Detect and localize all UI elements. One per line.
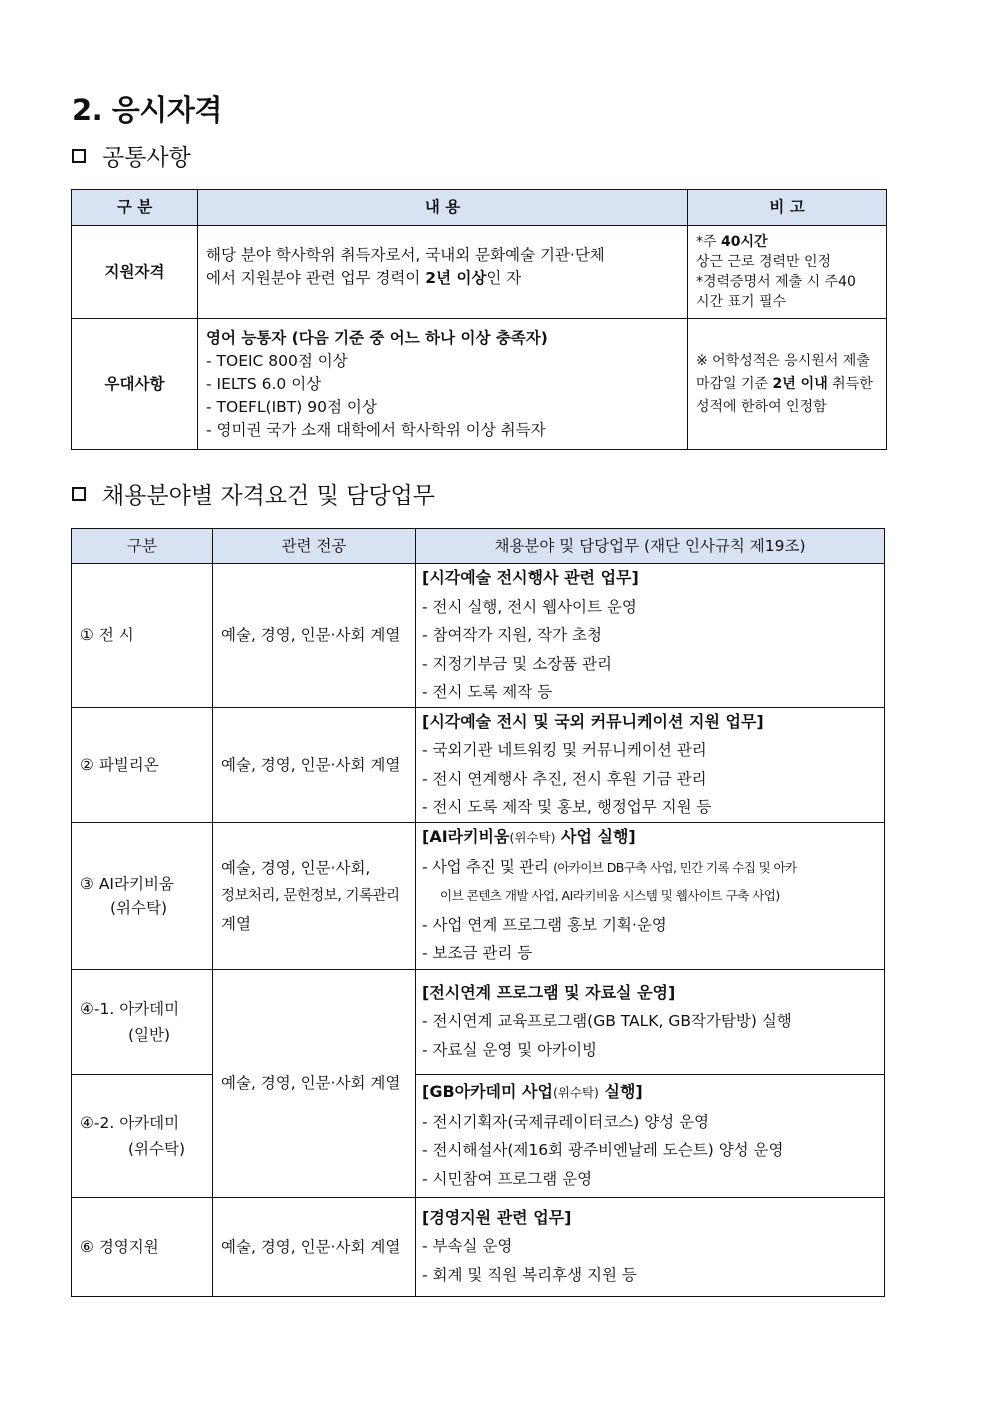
emphasis: 2년 이내 <box>772 375 828 392</box>
table-row-academy-general <box>72 969 885 1074</box>
row-content <box>198 226 688 319</box>
duty-item: - 시민참여 프로그램 운영 <box>422 1169 593 1188</box>
category-line: ③ AI라키비움 <box>80 874 174 893</box>
major-line: 예술, 경영, 인문·사회, <box>221 858 371 877</box>
content-item: - IELTS 6.0 이상 <box>206 374 322 393</box>
section-title: 공통사항 <box>102 145 191 171</box>
text: 에서 지원분야 관련 업무 경력이 <box>206 269 426 287</box>
category-cell: ① 전 시 <box>72 564 213 708</box>
content-item: - TOEFL(IBT) 90점 이상 <box>206 397 377 416</box>
emphasis: 40시간 <box>720 234 768 250</box>
text: (위수탁) <box>552 1085 599 1100</box>
text: 실행] <box>598 1082 643 1101</box>
table-row-exhibition <box>72 564 885 708</box>
row-note <box>688 226 887 319</box>
major-cell: 예술, 경영, 인문·사회 계열 <box>213 564 416 708</box>
duty-item: - 지정기부금 및 소장품 관리 <box>422 654 613 673</box>
major-line: 정보처리, 문헌정보, 기록관리 <box>221 887 400 904</box>
note-line: 상근 근로 경력만 인정 <box>696 254 832 270</box>
table-row-ai-larchiveum <box>72 822 885 969</box>
category-line: ④-2. 아카데미 <box>80 1113 180 1132</box>
table-row-preference <box>72 319 887 450</box>
text: 인 자 <box>486 269 522 287</box>
duties-cell <box>416 1074 885 1197</box>
table-header-row <box>72 190 887 226</box>
duty-item-continuation: 이브 콘텐츠 개발 사업, AI라키비움 시스템 및 웹사이트 구축 사업) <box>440 888 780 904</box>
duty-item: - 전시해설사(제16회 광주비엔날레 도슨트) 양성 운영 <box>422 1141 784 1159</box>
note-line <box>696 232 878 252</box>
content-item: - TOEIC 800점 이상 <box>206 351 348 370</box>
section-heading-positions <box>72 477 435 510</box>
duties-cell <box>416 1197 885 1296</box>
content-heading: 영어 능통자 (다음 기준 중 어느 하나 이상 충족자) <box>206 328 548 347</box>
duty-item: - 전시연계 교육프로그램(GB TALK, GB작가탐방) 실행 <box>422 1012 792 1031</box>
text: *주 <box>696 234 721 250</box>
major-cell: 예술, 경영, 인문·사회 계열 <box>213 969 416 1197</box>
duty-title: [경영지원 관련 업무] <box>422 1207 572 1227</box>
text: (위수탁) <box>509 830 556 846</box>
duties-cell <box>416 707 885 822</box>
checkbox-square-icon <box>72 149 86 163</box>
text: 마감일 기준 <box>696 375 773 392</box>
row-content <box>198 319 688 450</box>
text: 취득한 <box>827 375 873 392</box>
section-heading-common <box>72 139 191 172</box>
duty-item: - 참여작가 지원, 작가 초청 <box>422 626 602 644</box>
major-cell: 예술, 경영, 인문·사회 계열 <box>213 1197 416 1296</box>
duties-cell <box>416 969 885 1074</box>
text: - 사업 추진 및 관리 <box>422 857 554 876</box>
emphasis: 2년 이상 <box>425 269 487 287</box>
text: [GB아카데미 사업 <box>422 1082 553 1101</box>
major-line: 계열 <box>221 914 251 933</box>
row-note <box>688 319 887 450</box>
header-duties-note: (재단 인사규칙 제19조) <box>639 536 806 555</box>
duty-item: - 국외기관 네트워킹 및 커뮤니케이션 관리 <box>422 741 707 759</box>
duty-item: - 회계 및 직원 복리후생 지원 등 <box>422 1265 637 1284</box>
content-item: - 영미권 국가 소재 대학에서 학사학위 이상 취득자 <box>206 420 546 439</box>
note-line: 시간 표기 필수 <box>696 294 787 310</box>
category-cell <box>72 969 213 1074</box>
header-content: 내 용 <box>198 190 688 226</box>
page-title: 2. 응시자격 <box>72 93 222 127</box>
text: 해당 분야 학사학위 취득자로서, 국내외 문화예술 기관·단체 <box>206 246 605 264</box>
category-cell: ② 파빌리온 <box>72 707 213 822</box>
duty-title <box>422 1078 878 1108</box>
text: [AI라키비움 <box>422 827 510 847</box>
text: (아카이브 DB구축 사업, 민간 기록 수집 및 아카 <box>553 859 797 875</box>
category-line: (위수탁) <box>110 898 168 917</box>
category-cell: ⑥ 경영지원 <box>72 1197 213 1296</box>
table-row-eligibility <box>72 226 887 319</box>
major-cell: 예술, 경영, 인문·사회 계열 <box>213 707 416 822</box>
table-row-academy-consigned <box>72 1074 885 1197</box>
duty-item: - 전시 도록 제작 및 홍보, 행정업무 지원 등 <box>422 798 712 816</box>
note-line: 성적에 한하여 인정함 <box>696 398 827 415</box>
note-line: ※ 어학성적은 응시원서 제출 <box>696 352 870 369</box>
table-row-pavilion <box>72 707 885 822</box>
content-line <box>206 267 679 290</box>
duty-title <box>422 823 878 853</box>
duty-item: - 사업 연계 프로그램 홍보 기획·운영 <box>422 915 667 934</box>
duty-item: - 자료실 운영 및 아카이빙 <box>422 1040 598 1059</box>
table-header-row <box>72 529 885 564</box>
category-cell <box>72 1074 213 1197</box>
positions-table <box>71 528 885 1297</box>
duty-item: - 보조금 관리 등 <box>422 944 533 963</box>
duties-cell <box>416 564 885 708</box>
duty-item: - 전시 도록 제작 등 <box>422 683 553 701</box>
header-major: 관련 전공 <box>213 529 416 564</box>
duties-cell <box>416 822 885 969</box>
common-requirements-table <box>71 189 887 450</box>
header-category: 구분 <box>72 529 213 564</box>
section-title: 채용분야별 자격요건 및 담당업무 <box>102 483 435 509</box>
category-line: ④-1. 아카데미 <box>80 999 180 1018</box>
header-note: 비 고 <box>688 190 887 226</box>
header-category: 구 분 <box>72 190 198 226</box>
category-line: (일반) <box>128 1025 171 1044</box>
content-line <box>206 244 679 267</box>
table-row-management-support <box>72 1197 885 1296</box>
note-line <box>696 373 878 396</box>
major-cell <box>213 822 416 969</box>
row-label: 지원자격 <box>72 226 198 319</box>
text: 사업 실행] <box>555 827 636 847</box>
header-duties-label: 채용분야 및 담당업무 <box>494 536 640 555</box>
duty-title: [시각예술 전시행사 관련 업무] <box>422 568 639 587</box>
duty-item: - 전시기획자(국제큐레이터코스) 양성 운영 <box>422 1112 710 1131</box>
row-label: 우대사항 <box>72 319 198 450</box>
note-line: *경력증명서 제출 시 주40 <box>696 274 856 290</box>
duty-item: - 전시 실행, 전시 웹사이트 운영 <box>422 597 637 616</box>
checkbox-square-icon <box>72 487 86 501</box>
category-cell <box>72 822 213 969</box>
duty-title: [시각예술 전시 및 국외 커뮤니케이션 지원 업무] <box>422 711 764 731</box>
duty-title: [전시연계 프로그램 및 자료실 운영] <box>422 982 676 1002</box>
duty-item <box>422 853 878 883</box>
category-line: (위수탁) <box>128 1139 186 1158</box>
duty-item: - 전시 연계행사 추진, 전시 후원 기금 관리 <box>422 769 707 788</box>
header-duties <box>416 529 885 564</box>
duty-item: - 부속실 운영 <box>422 1237 513 1256</box>
